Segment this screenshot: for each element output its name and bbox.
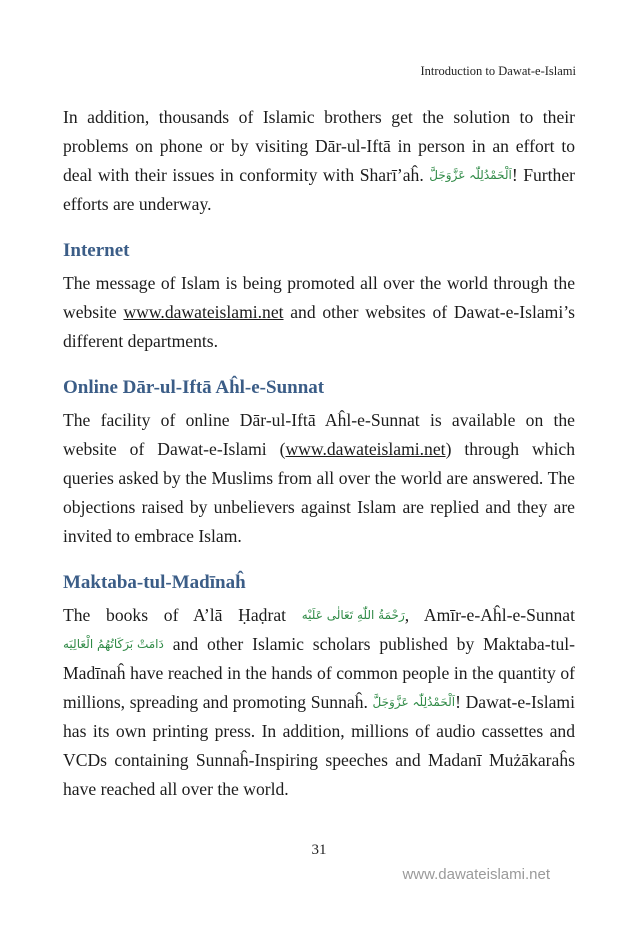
alhamdulillah-calligraphy: اَلْحَمْدُلِلّٰہ عَزَّوَجَلَّ [429,168,512,182]
rahmatullah-calligraphy: رَحْمَةُ اللّٰهِ تَعَالٰی عَلَيْه [301,608,405,622]
website-link[interactable]: www.dawateislami.net [285,439,446,459]
page-body [63,103,575,804]
footer-website-url: www.dawateislami.net [402,866,550,883]
online-ifta-text-1: The facility of online Dār-ul-Iftā Aĥl-e-Sunnat is available on the website of Dawat-e-Islami ( [63,410,575,459]
maktaba-heading: Maktaba-tul-Madīnaĥ [63,572,246,593]
website-link[interactable]: www.dawateislami.net [123,302,284,322]
damat-barakatuhum-calligraphy: دَامَتْ بَرَكَاتُهُمُ الْعَالِيَه [63,637,164,651]
maktaba-text-1: The books of A’lā Ḥaḍrat [63,605,302,625]
maktaba-text-4: ! Dawat-e-Islami has its own printing press. In addition, millions of audio cassettes and VCDs containing Sunnaĥ-Inspiring speeches and Madanī Mużākaraĥs have reached all over the world. [63,692,575,799]
page-number: 31 [311,842,327,858]
online-darul-ifta-heading: Online Dār-ul-Iftā Aĥl-e-Sunnat [63,377,325,398]
intro-paragraph [63,103,575,219]
maktaba-text-2: , Amīr-e-Aĥl-e-Sunnat [404,605,575,625]
running-header: Introduction to Dawat-e-Islami [420,64,576,78]
maktaba-paragraph [63,601,575,804]
online-ifta-text-2: ) through which queries asked by the Muslims from all over the world are answered. The objections raised by unbelievers against Islam are replied and they are invited to embrace Islam. [63,439,576,546]
alhamdulillah-calligraphy: اَلْحَمْدُلِلّٰہ عَزَّوَجَلَّ [372,695,456,709]
internet-text-1: The message of Islam is being promoted all over the world through the website [63,273,575,322]
maktaba-text-3: and other Islamic scholars published by Maktaba-tul-Madīnaĥ have reached in the hands of common people in the quantity of millions, spreading and promoting Sunnaĥ. [63,634,575,712]
intro-text: In addition, thousands of Islamic brothers get the solution to their problems on phone or by visiting Dār-ul-Iftā in person in an effort to deal with their issues in conformity with Sharī’aĥ. [63,107,575,185]
internet-text-2: and other websites of Dawat-e-Islami’s different departments. [63,302,575,351]
online-darul-ifta-paragraph [63,406,575,551]
internet-heading: Internet [63,240,130,261]
intro-tail: ! Further efforts are underway. [63,165,575,214]
internet-paragraph [63,269,575,356]
